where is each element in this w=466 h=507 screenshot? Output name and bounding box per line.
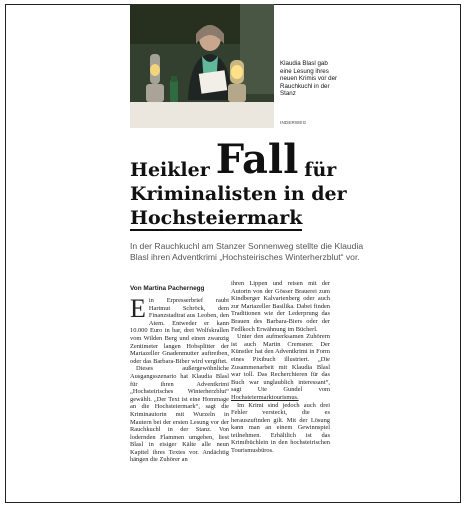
article-photo <box>130 4 274 128</box>
article-paragraph: Dieses außergewöhnliche Ausgangsszenario hat Klaudia Blasl für ihren Adventkrimi „Hochsteirisches Winterherzblut“ gewählt. „Der Text ist eine Hommage an die Hochsteiermark“, sagt die Kriminautorin mit Wurzeln in Mautern bei der ersten Lesung vor der Rauchkuchl in der Stanz. Von lodernden Flammen umgeben, liest Blasl in eisiger Kälte alle neun Kapitel ihres Textes vor. Andächtig hängen die Zuhörer an <box>130 365 229 464</box>
article-paragraph: Im Krimi sind jedoch auch drei Fehler versteckt, die es herauszufinden gilt. Mit der Lösung kann man an einem Gewinnspiel teilnehmen. Erhältlich ist das Krimibüchlein in den hochsteirischen Tourismusbüros. <box>231 401 330 455</box>
lead-paragraph: In der Rauchkuchl am Stanzer Sonnenweg stellte die Klaudia Blasl ihren Adventkrimi „Hochsteirisches Winterherzblut“ vor. <box>130 241 364 262</box>
photo-credit: INDERWEG <box>280 120 307 125</box>
photo-caption: Klaudia Blasl gab eine Lesung ihres neuen Krimis vor der Rauchkuchl in der Stanz <box>280 60 338 98</box>
headline-line-3: Hochsteiermark <box>130 207 303 229</box>
article-paragraph <box>130 294 229 365</box>
author-byline: Von Martina Pachernegg <box>130 285 205 292</box>
article-paragraph <box>231 333 330 401</box>
article-column-2 <box>231 280 330 455</box>
headline-line-2: Kriminalisten in der <box>130 183 347 205</box>
headline-word-fuer: für <box>304 159 337 181</box>
article-column-1 <box>130 294 229 464</box>
headline-word-heikler: Heikler <box>130 159 210 181</box>
underlined-text: Hochsteiermarktourismus. <box>231 393 299 401</box>
headline <box>130 136 337 183</box>
article-paragraph: ihren Lippen und reisen mit der Autorin von der Gösser Brauerei zum Kindberger Kalvarienberg oder auch zur Mariazeller Basilika. Dabei finden Traditionen wie der Lederprung das Brauen des Barbara-Biers oder der Fedlkoch Erwähnung im Bücherl. <box>231 280 330 333</box>
paragraph-text: in Erpresserbrief raubt Hartmut Schröck, dem Finanzstadtrat aus Leoben, den Atem. Entweder er kann 10.000 Euro in bar, drei Wolfskrallen vom Wilden Berg und einen zwanzig Zentimeter langen Hobsplitter der Mariazeller Gnadenmutter auftreiben, oder das Barbara-Biber wird vergiftet. <box>130 297 229 365</box>
drop-cap: E <box>130 294 146 323</box>
headline-word-fall: Fall <box>215 136 299 183</box>
paragraph-text: Unter den aufmerksamen Zuhörern ist auch Martin Cremsner. Der Künstler hat den Adventkrimi in Form eines Pixibuch illustriert. „Die Zusammenarbeit mit Klaudia Blasl war toll. Das Recherchieren für das Buch war unglaublich interessant“, sagt Ute Gundel vom <box>231 333 330 394</box>
photo-scene <box>130 4 274 128</box>
